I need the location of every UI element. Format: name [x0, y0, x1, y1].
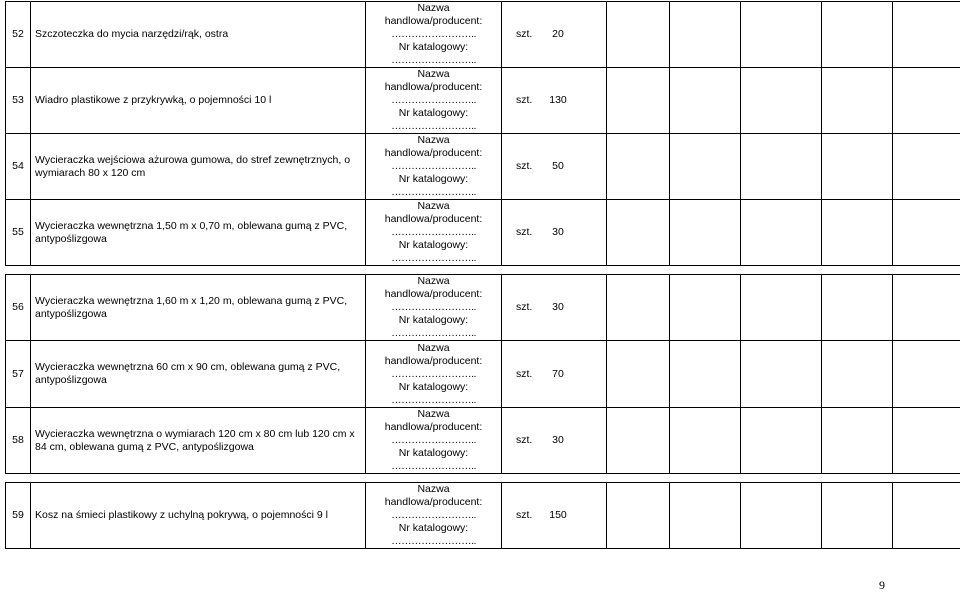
producer-label-2: handlowa/producent:: [366, 496, 501, 509]
catalog-dots: ……………………..: [366, 120, 501, 133]
unit-qty-cell: [502, 341, 607, 408]
catalog-dots: ……………………..: [366, 186, 501, 199]
unit-qty-cell: [502, 2, 607, 68]
table-row: [6, 483, 960, 549]
producer-dots: ……………………..: [366, 226, 501, 239]
empty-cell[interactable]: [607, 134, 670, 200]
producer-label-1: Nazwa: [366, 275, 501, 288]
producer-dots: ……………………..: [366, 434, 501, 447]
table-row: [6, 408, 960, 474]
row-number: 57: [6, 341, 31, 408]
empty-cell[interactable]: [893, 68, 960, 134]
unit-label: szt.: [516, 368, 538, 381]
item-name: Wycieraczka wewnętrzna 60 cm x 90 cm, oblewana gumą z PVC, antypoślizgowa: [31, 341, 366, 408]
quantity: 130: [538, 94, 578, 107]
item-name: Wiadro plastikowe z przykrywką, o pojemności 10 l: [31, 68, 366, 134]
empty-cell[interactable]: [670, 68, 741, 134]
quantity: 70: [538, 368, 578, 381]
producer-label-1: Nazwa: [366, 342, 501, 355]
empty-cell[interactable]: [607, 200, 670, 266]
empty-cell[interactable]: [670, 2, 741, 68]
item-name: Wycieraczka wejściowa ażurowa gumowa, do stref zewnętrznych, o wymiarach 80 x 120 cm: [31, 134, 366, 200]
producer-dots: ……………………..: [366, 94, 501, 107]
table-gap: [6, 266, 960, 275]
unit-qty-cell: [502, 68, 607, 134]
row-number: 58: [6, 408, 31, 474]
empty-cell[interactable]: [893, 200, 960, 266]
row-number: 55: [6, 200, 31, 266]
table-gap: [6, 474, 960, 483]
page-number: 9: [879, 578, 885, 593]
item-name: Wycieraczka wewnętrzna o wymiarach 120 cm x 80 cm lub 120 cm x 84 cm, oblewana gumą z PVC, antypoślizgowa: [31, 408, 366, 474]
catalog-label: Nr katalogowy:: [366, 173, 501, 186]
table-row: [6, 2, 960, 68]
quantity: 50: [538, 160, 578, 173]
empty-cell[interactable]: [607, 408, 670, 474]
catalog-label: Nr katalogowy:: [366, 447, 501, 460]
quantity: 30: [538, 301, 578, 314]
catalog-dots: ……………………..: [366, 460, 501, 473]
producer-label-1: Nazwa: [366, 68, 501, 81]
producer-label-1: Nazwa: [366, 408, 501, 421]
empty-cell[interactable]: [670, 341, 741, 408]
unit-label: szt.: [516, 509, 538, 522]
producer-catalog-cell[interactable]: [366, 200, 502, 266]
producer-catalog-cell[interactable]: [366, 275, 502, 341]
quantity: 20: [538, 28, 578, 41]
empty-cell[interactable]: [893, 275, 960, 341]
producer-dots: ……………………..: [366, 509, 501, 522]
catalog-label: Nr katalogowy:: [366, 381, 501, 394]
item-name: Kosz na śmieci plastikowy z uchylną pokrywą, o pojemności 9 l: [31, 483, 366, 549]
producer-label-1: Nazwa: [366, 200, 501, 213]
empty-cell[interactable]: [670, 483, 741, 549]
producer-label-1: Nazwa: [366, 2, 501, 15]
empty-cell[interactable]: [822, 275, 893, 341]
producer-catalog-cell[interactable]: [366, 483, 502, 549]
row-number: 52: [6, 2, 31, 68]
producer-label-2: handlowa/producent:: [366, 288, 501, 301]
empty-cell[interactable]: [607, 341, 670, 408]
unit-label: szt.: [516, 28, 538, 41]
empty-cell[interactable]: [741, 134, 822, 200]
empty-cell[interactable]: [741, 408, 822, 474]
quantity: 30: [538, 434, 578, 447]
producer-catalog-cell[interactable]: [366, 2, 502, 68]
unit-label: szt.: [516, 160, 538, 173]
catalog-label: Nr katalogowy:: [366, 239, 501, 252]
empty-cell[interactable]: [741, 2, 822, 68]
table-row: [6, 200, 960, 266]
empty-cell[interactable]: [670, 408, 741, 474]
item-name: Szczoteczka do mycia narzędzi/rąk, ostra: [31, 2, 366, 68]
empty-cell[interactable]: [670, 200, 741, 266]
empty-cell[interactable]: [893, 134, 960, 200]
producer-catalog-cell[interactable]: [366, 134, 502, 200]
item-name: Wycieraczka wewnętrzna 1,50 m x 0,70 m, oblewana gumą z PVC, antypoślizgowa: [31, 200, 366, 266]
empty-cell[interactable]: [893, 483, 960, 549]
unit-qty-cell: [502, 134, 607, 200]
unit-label: szt.: [516, 434, 538, 447]
empty-cell[interactable]: [670, 275, 741, 341]
producer-dots: ……………………..: [366, 301, 501, 314]
unit-qty-cell: [502, 275, 607, 341]
catalog-label: Nr katalogowy:: [366, 41, 501, 54]
catalog-dots: ……………………..: [366, 327, 501, 340]
unit-qty-cell: [502, 483, 607, 549]
table-row: [6, 275, 960, 341]
empty-cell[interactable]: [607, 483, 670, 549]
gap-cell: [6, 474, 960, 483]
empty-cell[interactable]: [822, 341, 893, 408]
empty-cell[interactable]: [741, 275, 822, 341]
empty-cell[interactable]: [893, 341, 960, 408]
catalog-dots: ……………………..: [366, 252, 501, 265]
producer-label-2: handlowa/producent:: [366, 147, 501, 160]
empty-cell[interactable]: [893, 2, 960, 68]
table-row: [6, 341, 960, 408]
unit-label: szt.: [516, 301, 538, 314]
producer-label-1: Nazwa: [366, 483, 501, 496]
producer-dots: ……………………..: [366, 160, 501, 173]
producer-label-2: handlowa/producent:: [366, 421, 501, 434]
producer-label-1: Nazwa: [366, 134, 501, 147]
unit-label: szt.: [516, 226, 538, 239]
producer-label-2: handlowa/producent:: [366, 15, 501, 28]
empty-cell[interactable]: [741, 483, 822, 549]
catalog-dots: ……………………..: [366, 54, 501, 67]
empty-cell[interactable]: [893, 408, 960, 474]
producer-label-2: handlowa/producent:: [366, 355, 501, 368]
row-number: 56: [6, 275, 31, 341]
unit-qty-cell: [502, 408, 607, 474]
row-number: 59: [6, 483, 31, 549]
empty-cell[interactable]: [741, 68, 822, 134]
catalog-dots: ……………………..: [366, 535, 501, 548]
empty-cell[interactable]: [822, 68, 893, 134]
empty-cell[interactable]: [822, 2, 893, 68]
catalog-dots: ……………………..: [366, 394, 501, 407]
table-row: [6, 134, 960, 200]
empty-cell[interactable]: [822, 483, 893, 549]
catalog-label: Nr katalogowy:: [366, 314, 501, 327]
empty-cell[interactable]: [607, 275, 670, 341]
producer-dots: ……………………..: [366, 368, 501, 381]
producer-catalog-cell[interactable]: [366, 68, 502, 134]
row-number: 54: [6, 134, 31, 200]
row-number: 53: [6, 68, 31, 134]
producer-dots: ……………………..: [366, 28, 501, 41]
empty-cell[interactable]: [607, 68, 670, 134]
producer-catalog-cell[interactable]: [366, 341, 502, 408]
price-table: [5, 1, 960, 549]
empty-cell[interactable]: [670, 134, 741, 200]
producer-label-2: handlowa/producent:: [366, 213, 501, 226]
catalog-label: Nr katalogowy:: [366, 107, 501, 120]
unit-qty-cell: [502, 200, 607, 266]
producer-label-2: handlowa/producent:: [366, 81, 501, 94]
empty-cell[interactable]: [822, 134, 893, 200]
empty-cell[interactable]: [822, 200, 893, 266]
empty-cell[interactable]: [741, 341, 822, 408]
unit-label: szt.: [516, 94, 538, 107]
empty-cell[interactable]: [741, 200, 822, 266]
quantity: 150: [538, 509, 578, 522]
catalog-label: Nr katalogowy:: [366, 522, 501, 535]
quantity: 30: [538, 226, 578, 239]
empty-cell[interactable]: [607, 2, 670, 68]
empty-cell[interactable]: [822, 408, 893, 474]
producer-catalog-cell[interactable]: [366, 408, 502, 474]
table-row: [6, 68, 960, 134]
item-name: Wycieraczka wewnętrzna 1,60 m x 1,20 m, oblewana gumą z PVC, antypoślizgowa: [31, 275, 366, 341]
gap-cell: [6, 266, 960, 275]
